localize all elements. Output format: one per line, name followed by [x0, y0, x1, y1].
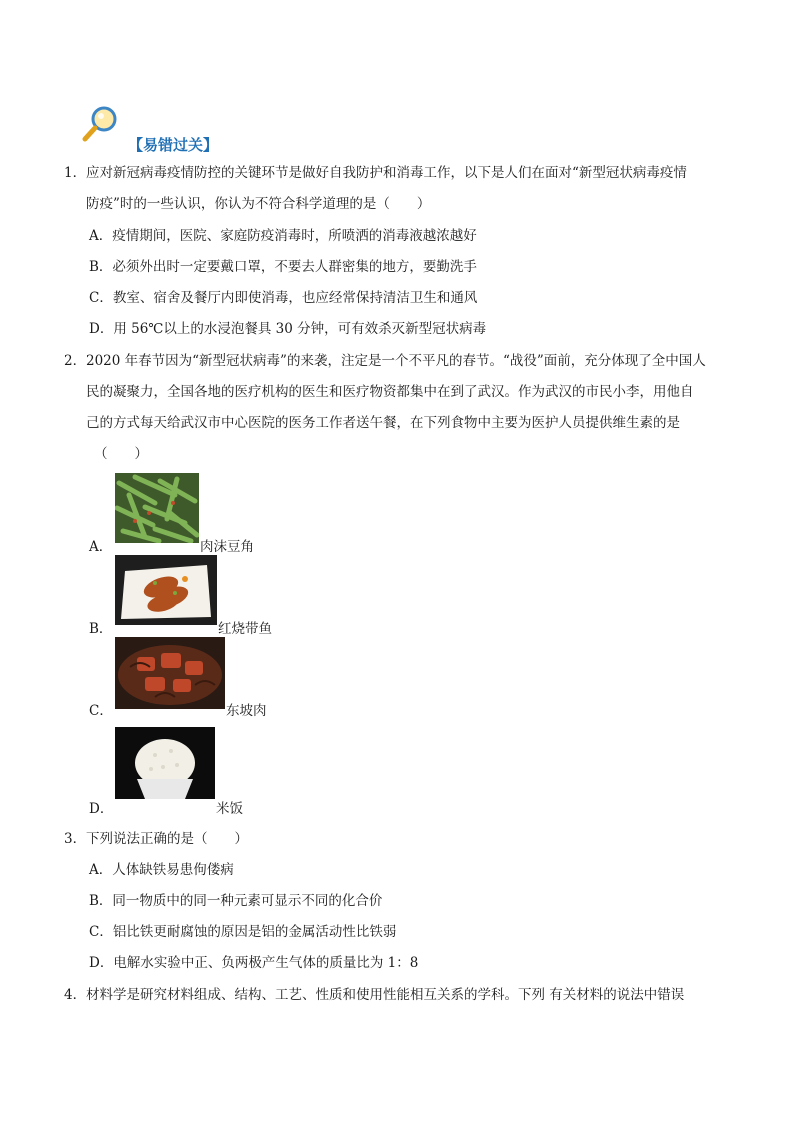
option-1c[interactable]: C．教室、宿舍及餐厅内即使消毒，也应经常保持清洁卫生和通风 — [89, 290, 478, 306]
option-3c[interactable]: C．铝比铁更耐腐蚀的原因是铝的金属活动性比铁弱 — [89, 924, 397, 940]
question-stem-line: 材料学是研究材料组成、结构、工艺、性质和使用性能相互关系的学科。下列 有关材料的说法中错误 — [86, 987, 685, 1003]
question-stem-line: 下列说法正确的是（ ） — [86, 831, 248, 847]
option-letter: B． — [89, 621, 113, 637]
option-label: 红烧带鱼 — [218, 621, 272, 637]
option-1d[interactable]: D．用 56℃以上的水浸泡餐具 30 分钟，可有效杀灭新型冠状病毒 — [89, 321, 487, 337]
green-beans-image — [115, 473, 199, 543]
option-label: 肉沫豆角 — [200, 539, 254, 555]
option-1a[interactable]: A．疫情期间，医院、家庭防疫消毒时，所喷洒的消毒液越浓越好 — [89, 228, 477, 244]
section-title: 【易错过关】 — [128, 136, 219, 154]
magnifier-icon — [80, 104, 120, 144]
question-number: 4． — [64, 987, 87, 1003]
option-letter: C． — [89, 703, 113, 719]
option-letter: A． — [89, 539, 113, 555]
braised-pork-image — [115, 637, 225, 709]
rice-bowl-image — [115, 727, 215, 805]
option-label: 米饭 — [216, 801, 243, 817]
question-stem-line: 应对新冠病毒疫情防控的关键环节是做好自我防护和消毒工作，以下是人们在面对“新型冠状病毒疫情 — [86, 165, 687, 181]
option-letter: D． — [89, 801, 114, 817]
option-3b[interactable]: B．同一物质中的同一种元素可显示不同的化合价 — [89, 893, 383, 909]
question-stem-line: （ ） — [94, 446, 148, 462]
option-3d[interactable]: D．电解水实验中正、负两极产生气体的质量比为 1：8 — [89, 955, 419, 971]
question-stem-line: 防疫”时的一些认识，你认为不符合科学道理的是（ ） — [86, 196, 431, 212]
option-3a[interactable]: A．人体缺铁易患佝偻病 — [89, 862, 234, 878]
question-number: 3． — [64, 831, 87, 847]
question-stem-line: 2020 年春节因为“新型冠状病毒”的来袭，注定是一个不平凡的春节。“战役”面前，充分体现了全中国人 — [86, 353, 706, 369]
question-number: 1． — [64, 165, 87, 181]
option-label: 东坡肉 — [226, 703, 267, 719]
question-stem-line: 民的凝聚力，全国各地的医疗机构的医生和医疗物资都集中在到了武汉。作为武汉的市民小李，用他自 — [86, 384, 694, 400]
question-number: 2． — [64, 353, 87, 369]
question-stem-line: 己的方式每天给武汉市中心医院的医务工作者送午餐，在下列食物中主要为医护人员提供维生素的是 — [86, 415, 680, 431]
option-1b[interactable]: B．必须外出时一定要戴口罩，不要去人群密集的地方，要勤洗手 — [89, 259, 477, 275]
braised-fish-image — [115, 555, 217, 625]
